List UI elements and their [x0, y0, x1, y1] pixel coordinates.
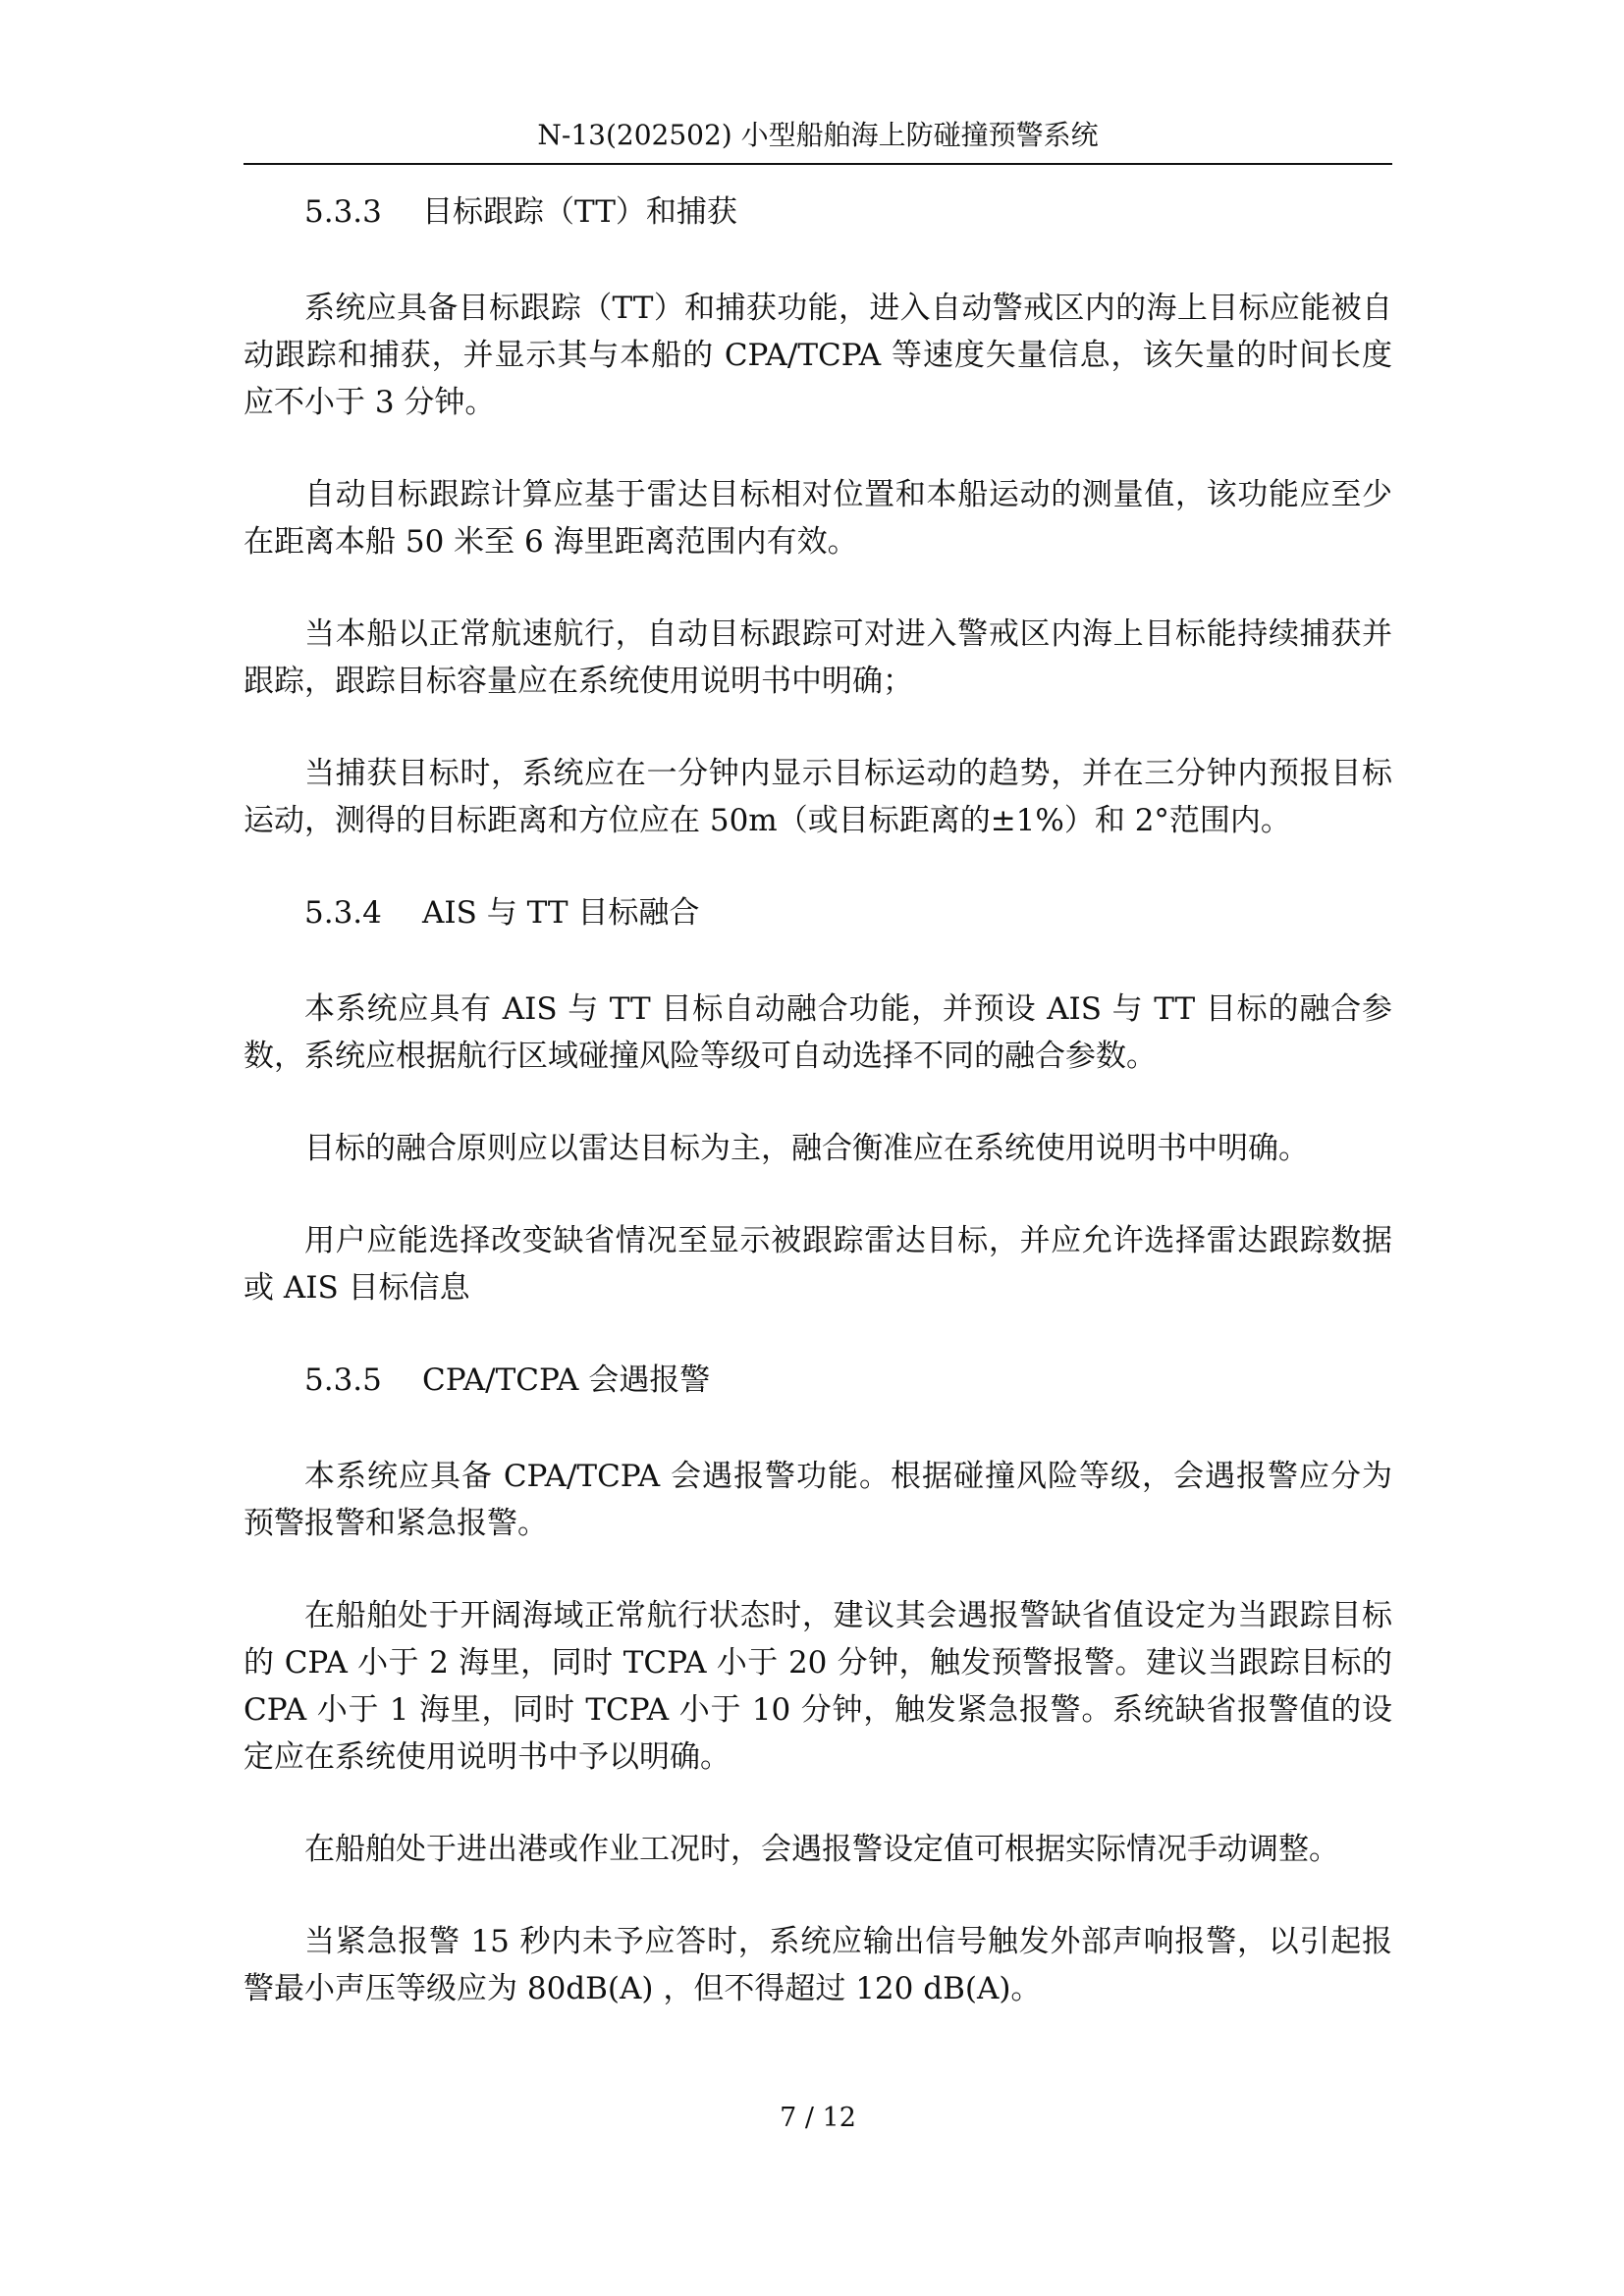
section-title: AIS 与 TT 目标融合: [422, 895, 700, 931]
running-header: N-13(202502) 小型船舶海上防碰撞预警系统: [537, 119, 1099, 151]
section-heading-5-3-5: [244, 1357, 1392, 1404]
section-title: 目标跟踪（TT）和捕获: [422, 194, 737, 230]
paragraph: 自动目标跟踪计算应基于雷达目标相对位置和本船运动的测量值，该功能应至少在距离本船 50 米至 6 海里距离范围内有效。: [244, 477, 1392, 560]
section-heading-5-3-4: [244, 889, 1392, 936]
header-rule: [244, 163, 1392, 165]
section-number: 5.3.4: [304, 895, 382, 931]
section-number: 5.3.5: [304, 1362, 382, 1398]
paragraph: 本系统应具备 CPA/TCPA 会遇报警功能。根据碰撞风险等级，会遇报警应分为预警报警和紧急报警。: [244, 1459, 1392, 1541]
paragraph: 目标的融合原则应以雷达目标为主，融合衡准应在系统使用说明书中明确。: [304, 1131, 1309, 1166]
paragraph: 本系统应具有 AIS 与 TT 目标自动融合功能，并预设 AIS 与 TT 目标的融合参数，系统应根据航行区域碰撞风险等级可自动选择不同的融合参数。: [244, 991, 1392, 1074]
paragraph: 在船舶处于进出港或作业工况时，会遇报警设定值可根据实际情况手动调整。: [304, 1832, 1339, 1867]
section-heading-5-3-3: [244, 188, 1392, 236]
paragraph: 系统应具备目标跟踪（TT）和捕获功能，进入自动警戒区内的海上目标应能被自动跟踪和捕获，并显示其与本船的 CPA/TCPA 等速度矢量信息，该矢量的时间长度应不小于 3 分钟。: [244, 291, 1392, 420]
section-title: CPA/TCPA 会遇报警: [422, 1362, 711, 1398]
paragraph: 在船舶处于开阔海域正常航行状态时，建议其会遇报警缺省值设定为当跟踪目标的 CPA 小于 2 海里，同时 TCPA 小于 20 分钟，触发预警报警。建议当跟踪目标的 CPA 小于 1 海里，同时 TCPA 小于 10 分钟，触发紧急报警。系统缺省报警值的设定应在系统使用说明书中予以明确。: [244, 1598, 1392, 1775]
page-number: 7 / 12: [780, 2103, 856, 2133]
paragraph: 当本船以正常航速航行，自动目标跟踪可对进入警戒区内海上目标能持续捕获并跟踪，跟踪目标容量应在系统使用说明书中明确；: [244, 616, 1392, 699]
section-number: 5.3.3: [304, 194, 382, 230]
paragraph: 当捕获目标时，系统应在一分钟内显示目标运动的趋势，并在三分钟内预报目标运动，测得的目标距离和方位应在 50m（或目标距离的±1%）和 2°范围内。: [244, 756, 1392, 838]
paragraph: 当紧急报警 15 秒内未予应答时，系统应输出信号触发外部声响报警，以引起报警最小声压等级应为 80dB(A) ，但不得超过 120 dB(A)。: [244, 1924, 1392, 2006]
page-body: [244, 188, 1392, 2057]
paragraph: 用户应能选择改变缺省情况至显示被跟踪雷达目标，并应允许选择雷达跟踪数据或 AIS 目标信息: [244, 1223, 1392, 1306]
